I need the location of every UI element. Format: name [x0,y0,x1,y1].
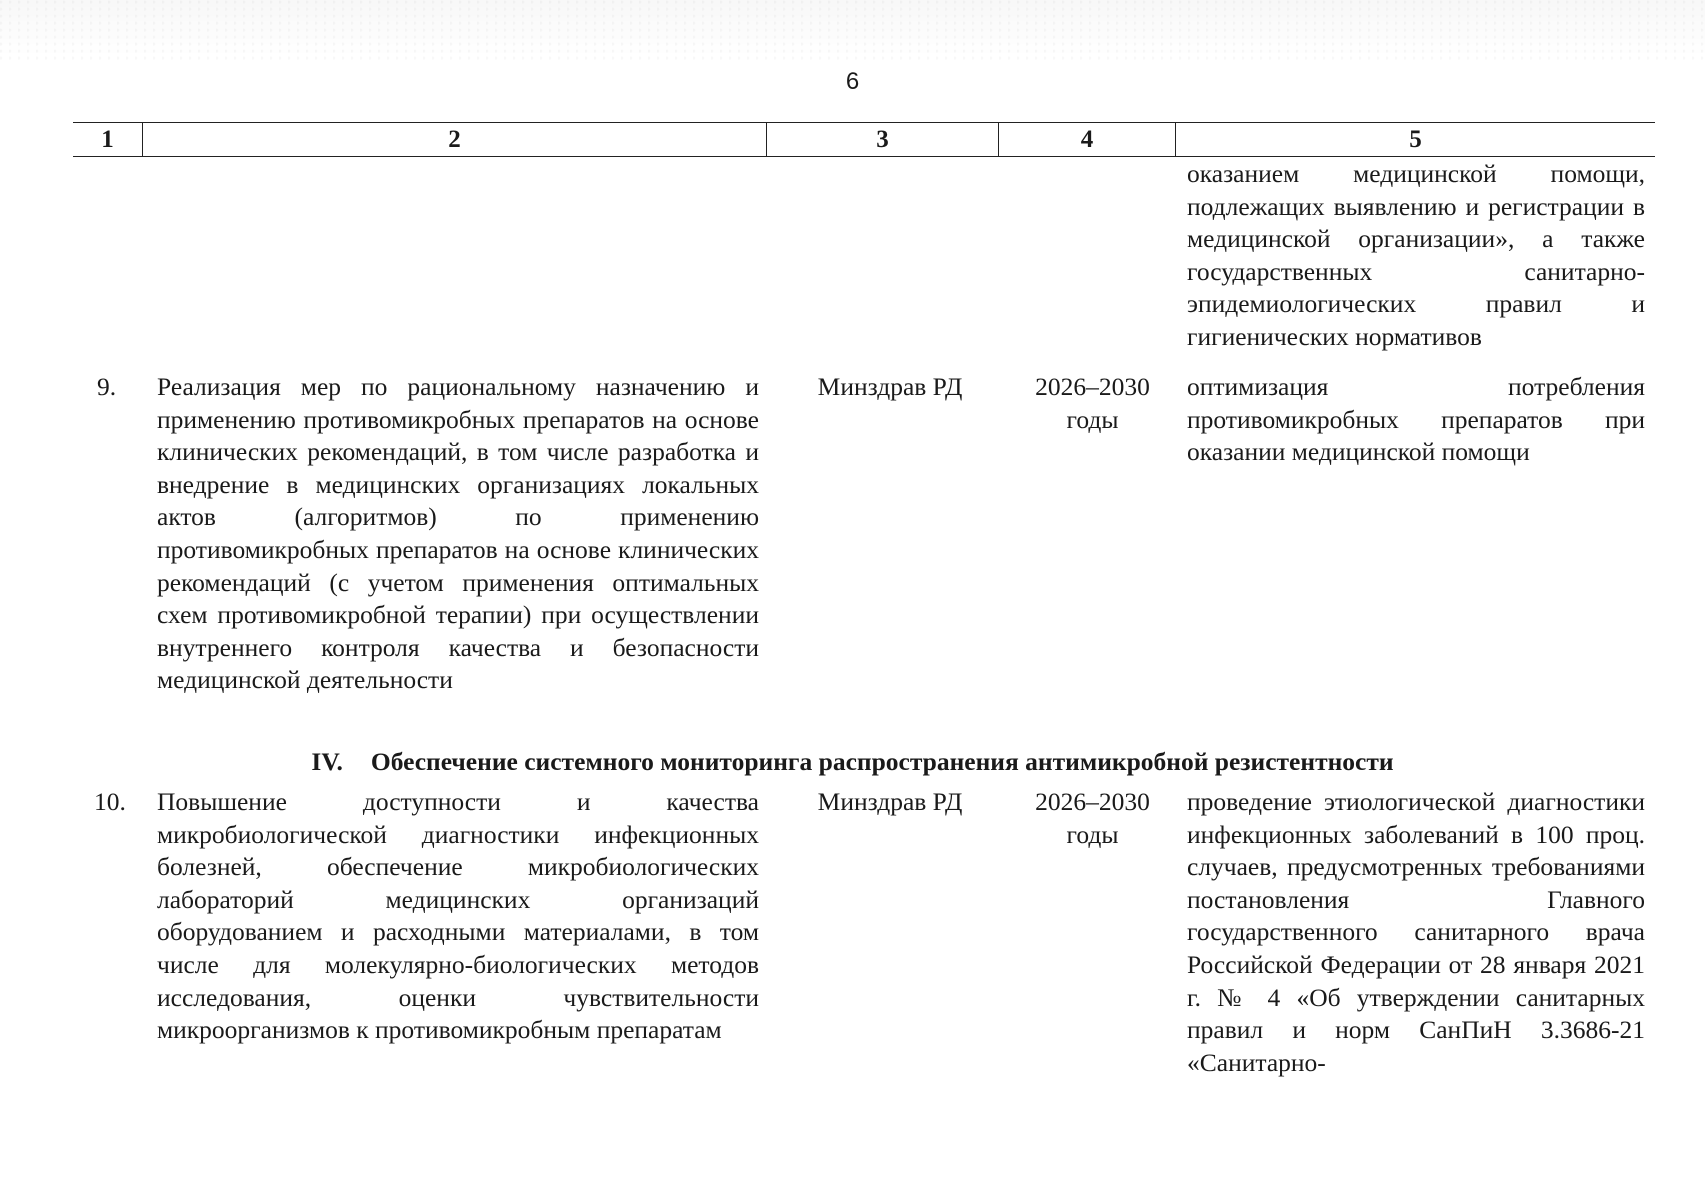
row-10-result: проведение этиологической диагностики инфекционных заболеваний в 100 проц. случаев, предусмотренных требованиями постановления Главного государственного санитарного врача Российской Федерации от 28 января 2021 г. № 4 «Об утверждении санитарных правил и норм СанПиН 3.3686-21 «Санитарно- [1187,787,1645,1077]
row-9-number: 9. [97,372,117,401]
row-10-period [1010,786,1175,851]
page-number: 6 [845,68,860,95]
row-9-measure: Реализация мер по рациональному назначению и применению противомикробных препаратов на основе клинических рекомендаций, в том числе разработка и внедрение в медицинских организациях локальных актов (алгоритмов) по применению противомикробных препаратов на основе клинических рекомендаций (с учетом применения оптимальных схем противомикробной терапии) при осуществлении внутреннего контроля качества и безопасности медицинской деятельности [157,372,759,695]
row-10-measure: Повышение доступности и качества микробиологической диагностики инфекционных болезней, обеспечение микробиологических лабораторий медицинских организаций оборудованием и расходными материалами, в том числе для молекулярно-биологических методов исследования, оценки чувствительности микроорганизмов к противомикробным препаратам [157,787,759,1045]
row-9-period [1010,371,1175,436]
column-header-5: 5 [1409,126,1422,153]
scan-noise [0,0,1705,60]
continuation-result-cell: оказанием медицинской помощи, подлежащих выявлению и регистрации в медицинской организации», а также государственных санитарно-эпидемиологических правил и гигиенических нормативов [1187,159,1645,351]
column-header-2: 2 [143,123,767,156]
row-9-executor: Минздрав РД [817,372,963,401]
table-header-row [73,122,1655,157]
section-title: Обеспечение системного мониторинга распространения антимикробной резистентности [370,747,1394,776]
row-9-period-years: 2026–2030 [1035,372,1150,401]
section-heading [0,745,1705,778]
row-9-period-unit: годы [1066,404,1119,434]
row-10-period-unit: годы [1066,819,1119,849]
row-9-result: оптимизация потребления противомикробных препаратов при оказании медицинской помощи [1187,372,1645,467]
section-number: IV. [311,747,343,776]
column-header-1: 1 [73,123,143,156]
row-10-period-years: 2026–2030 [1035,787,1150,816]
column-header-3: 3 [767,123,999,156]
row-10-number: 10. [94,787,126,816]
column-header-4: 4 [999,123,1176,156]
row-10-executor: Минздрав РД [817,787,963,816]
